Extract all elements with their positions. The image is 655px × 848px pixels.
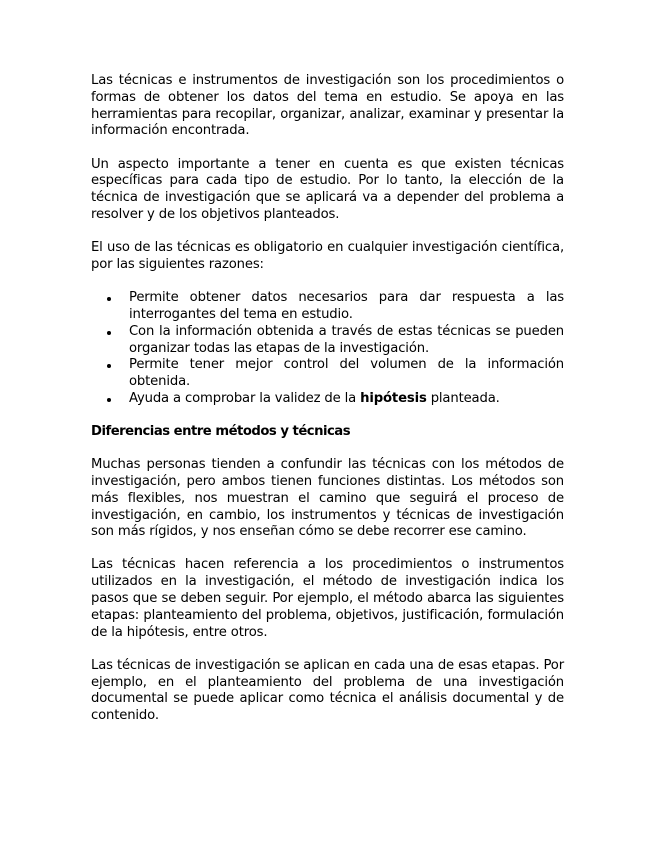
list-item — [129, 391, 564, 408]
paragraph-intro: Las técnicas e instrumentos de investigación son los procedimientos o formas de obtener los datos del tema en estudio. Se apoya en las herramientas para recopilar, organizar, analizar, examinar y presentar la información encontrada. — [91, 73, 564, 139]
paragraph-techniques-application: Las técnicas de investigación se aplican en cada una de esas etapas. Por ejemplo, en el planteamiento del problema de una investigación documental se puede aplicar como técnica el análisis documental y de contenido. — [91, 657, 564, 724]
hipotesis-link[interactable]: hipótesis — [360, 390, 427, 406]
list-item: Permite obtener datos necesarios para dar respuesta a las interrogantes del tema en estudio. — [129, 290, 564, 322]
section-heading: Diferencias entre métodos y técnicas — [91, 423, 351, 439]
list-item-text: Ayuda a comprobar la validez de la — [129, 390, 361, 406]
reasons-list — [91, 290, 564, 408]
paragraph-techniques-reference: Las técnicas hacen referencia a los procedimientos o instrumentos utilizados en la investigación, el método de investigación indica los pasos que se deben seguir. Por ejemplo, el método abarca las siguientes etapas: planteamiento del problema, objetivos, justificación, formulación de la hipótesis, entre otros. — [91, 557, 564, 640]
paragraph-specific-techniques: Un aspecto importante a tener en cuenta es que existen técnicas específicas para cada tipo de estudio. Por lo tanto, la elección de la técnica de investigación que se aplicará va a depender del problema a resolver y de los objetivos planteados. — [91, 156, 564, 222]
paragraph-methods-vs-techniques: Muchas personas tienden a confundir las técnicas con los métodos de investigación, pero ambos tienen funciones distintas. Los métodos son más flexibles, nos muestran el camino que seguirá el proceso de investigación, en cambio, los instrumentos y técnicas de investigación son más rígidos, y nos enseñan cómo se debe recorrer ese camino. — [91, 457, 564, 540]
paragraph-mandatory-use: El uso de las técnicas es obligatorio en cualquier investigación científica, por las siguientes razones: — [91, 240, 564, 272]
document-body — [91, 73, 564, 741]
list-item: Permite tener mejor control del volumen de la información obtenida. — [129, 357, 564, 390]
list-item-text: planteada. — [426, 390, 500, 406]
list-item: Con la información obtenida a través de estas técnicas se pueden organizar todas las etapas de la investigación. — [129, 323, 564, 356]
